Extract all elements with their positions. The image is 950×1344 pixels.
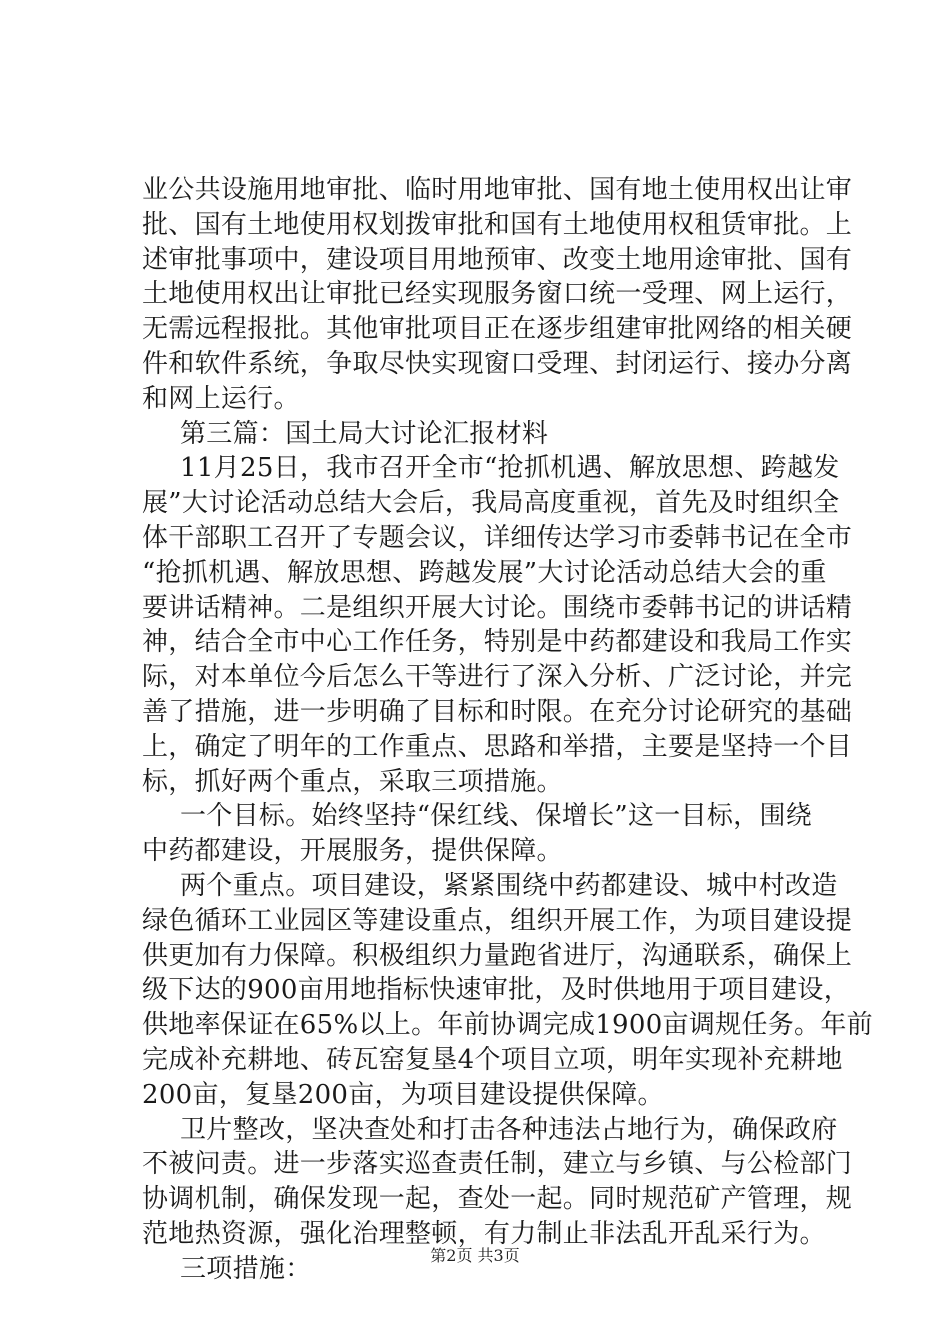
text-line: 200亩，复垦200亩，为项目建设提供保障。	[142, 1079, 664, 1110]
text-line: 土地使用权出让审批已经实现服务窗口统一受理、网上运行，	[142, 279, 853, 310]
text-line: 一个目标。始终坚持“保红线、保增长”这一目标，围绕	[180, 801, 813, 832]
text-line: 善了措施，进一步明确了目标和时限。在充分讨论研究的基础	[142, 696, 853, 727]
text-line: 范地热资源，强化治理整顿，有力制止非法乱开乱采行为。	[142, 1218, 826, 1249]
text-line: 要讲话精神。二是组织开展大讨论。围绕市委韩书记的讲话精	[142, 592, 853, 623]
text-line: 中药都建设，开展服务，提供保障。	[142, 836, 563, 867]
text-line: 级下达的900亩用地指标快速审批，及时供地用于项目建设，	[142, 975, 851, 1006]
text-line: “抢抓机遇、解放思想、跨越发展”大讨论活动总结大会的重	[142, 557, 827, 588]
text-line: 两个重点。项目建设，紧紧围绕中药都建设、城中村改造	[180, 870, 838, 901]
page-footer: 第2页 共3页	[430, 1246, 520, 1265]
text-line: 供地率保证在65%以上。年前协调完成1900亩调规任务。年前	[142, 1010, 873, 1041]
text-line: 绿色循环工业园区等建设重点，组织开展工作，为项目建设提	[142, 905, 853, 936]
text-line: 上，确定了明年的工作重点、思路和举措，主要是坚持一个目	[142, 731, 853, 762]
text-line: 述审批事项中，建设项目用地预审、改变土地用途审批、国有	[142, 244, 853, 275]
text-line: 无需远程报批。其他审批项目正在逐步组建审批网络的相关硬	[142, 314, 853, 345]
text-line: 11月25日，我市召开全市“抢抓机遇、解放思想、跨越发	[180, 453, 840, 484]
text-line: 标，抓好两个重点，采取三项措施。	[142, 766, 563, 797]
text-line: 际，对本单位今后怎么干等进行了深入分析、广泛讨论，并完	[142, 662, 853, 693]
text-line: 展”大讨论活动总结大会后，我局高度重视，首先及时组织全	[142, 488, 840, 519]
text-line: 体干部职工召开了专题会议，详细传达学习市委韩书记在全市	[142, 522, 853, 553]
document-body	[142, 173, 873, 1287]
text-line: 供更加有力保障。积极组织力量跑省进厅，沟通联系，确保上	[142, 940, 853, 971]
text-line: 完成补充耕地、砖瓦窑复垦4个项目立项，明年实现补充耕地	[142, 1044, 843, 1075]
text-line: 业公共设施用地审批、临时用地审批、国有地土使用权出让审	[142, 175, 853, 205]
text-line: 批、国有土地使用权划拨审批和国有土地使用权租赁审批。上	[142, 209, 853, 240]
text-line: 第三篇：国土局大讨论汇报材料	[180, 418, 549, 449]
text-line: 卫片整改，坚决查处和打击各种违法占地行为，确保政府	[180, 1114, 838, 1145]
text-line: 件和软件系统，争取尽快实现窗口受理、封闭运行、接办分离	[142, 348, 853, 379]
text-line: 神，结合全市中心工作任务，特别是中药都建设和我局工作实	[142, 627, 853, 658]
text-line: 不被问责。进一步落实巡查责任制，建立与乡镇、与公检部门	[142, 1149, 853, 1180]
text-line: 三项措施：	[180, 1253, 312, 1284]
text-line: 协调机制，确保发现一起，查处一起。同时规范矿产管理，规	[142, 1184, 853, 1215]
text-line: 和网上运行。	[142, 383, 300, 414]
